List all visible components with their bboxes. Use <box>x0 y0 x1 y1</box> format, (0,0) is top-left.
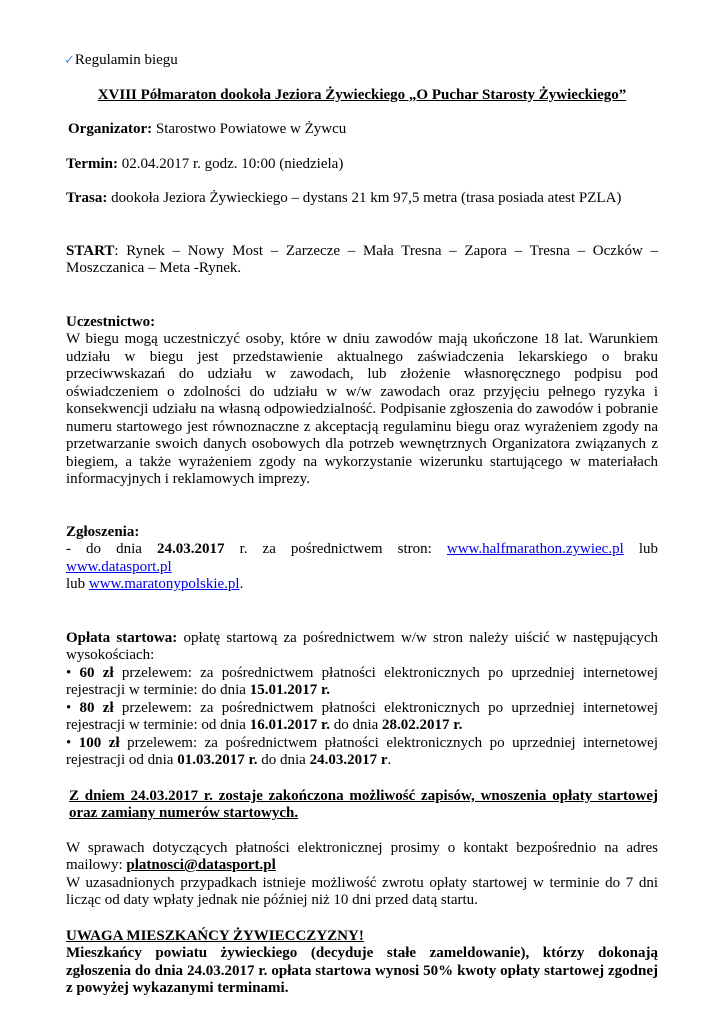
document-page <box>66 52 658 998</box>
fee-date: 24.03.2017 r <box>309 752 388 768</box>
route-line <box>66 190 658 208</box>
fee-date: 01.03.2017 r. <box>177 752 258 768</box>
fee-heading: Opłata startowa: <box>66 629 178 646</box>
term-label: Termin: <box>66 155 118 172</box>
fee-date: 16.01.2017 r. <box>249 717 330 733</box>
fee-item <box>66 665 658 700</box>
link-datasport[interactable]: www.datasport.pl <box>66 558 172 575</box>
header-line <box>64 52 658 70</box>
fee-text: przelewem: za pośrednictwem płatności elektronicznych po uprzedniej internetowej rejestracji w terminie: do dnia <box>66 664 658 698</box>
registration-or2: lub <box>66 576 89 592</box>
organizer-line <box>68 121 658 139</box>
fee-mid: do dnia <box>329 717 383 733</box>
route-label: Trasa: <box>66 190 108 206</box>
bullet: • <box>66 664 80 681</box>
term-value: 02.04.2017 r. godz. 10:00 (niedziela) <box>117 155 344 172</box>
fee-item <box>66 700 658 735</box>
fee-amount: 60 zł <box>79 664 114 681</box>
fee-amount: 80 zł <box>79 699 114 716</box>
start-value: : Rynek – Nowy Most – Zarzecze – Mała Tresna – Zapora – Tresna – Oczków – Moszczanica – Meta -Rynek. <box>66 242 658 276</box>
participation-heading: Uczestnictwo: <box>66 313 156 330</box>
fee-tail: . <box>387 752 392 768</box>
document-title: XVIII Półmaraton dookoła Jeziora Żywieckiego „O Puchar Starosty Żywieckiego” <box>97 86 627 103</box>
link-maratonypolskie[interactable]: www.maratonypolskie.pl <box>88 576 240 592</box>
payments-email[interactable]: platnosci@datasport.pl <box>126 857 276 873</box>
organizer-label: Organizator: <box>68 121 153 137</box>
header-label: Regulamin biegu <box>74 52 178 68</box>
link-halfmarathon[interactable]: www.halfmarathon.zywiec.pl <box>446 541 624 557</box>
registration-end: . <box>239 576 244 592</box>
payments-contact <box>66 840 658 875</box>
residents-heading: UWAGA MIESZKAŃCY ŻYWIECCZYZNY! <box>66 927 364 944</box>
refund-text: W uzasadnionych przypadkach istnieje możliwość zwrotu opłaty startowej w terminie do 7 dni licząc od daty wpłaty jednak nie później niż 10 dni przed datą startu. <box>66 874 658 908</box>
registration-date: 24.03.2017 <box>157 541 225 557</box>
registration-or1: lub <box>623 541 658 557</box>
fee-intro <box>66 630 658 665</box>
fee-date: 28.02.2017 r. <box>382 717 463 733</box>
route-value: dookoła Jeziora Żywieckiego – dystans 21 km 97,5 metra (trasa posiada atest PZLA) <box>107 190 622 206</box>
bullet: • <box>66 699 80 716</box>
fee-text: przelewem: za pośrednictwem płatności elektronicznych po uprzedniej internetowej rejestracji od dnia <box>66 734 658 768</box>
payments-text: W sprawach dotyczących płatności elektronicznej prosimy o kontakt bezpośrednio na adres mailowy: <box>66 839 658 873</box>
fee-intro-text: opłatę startową za pośrednictwem w/w stron należy uiścić w następujących wysokościach: <box>66 629 658 663</box>
organizer-value: Starostwo Powiatowe w Żywcu <box>152 121 347 137</box>
residents-text: Mieszkańcy powiatu żywieckiego (decyduje stałe zameldowanie), którzy dokonają zgłoszenia do dnia 24.03.2017 r. opłata startowa wynosi 50% kwoty opłaty startowej zgodnej z powyżej wykazanymi terminami. <box>66 945 658 996</box>
fee-item <box>66 735 658 770</box>
fee-amount: 100 zł <box>78 734 120 751</box>
fee-date: 15.01.2017 r. <box>249 682 330 698</box>
fee-mid: do dnia <box>257 752 310 768</box>
start-label: START <box>66 242 115 259</box>
term-line <box>66 156 658 174</box>
checkmark-icon: ✓ <box>64 53 75 68</box>
participation-text: W biegu mogą uczestniczyć osoby, które w dniu zawodów mają ukończone 18 lat. Warunkiem udziału w biegu jest przedstawienie aktualnego zaświadczenia lekarskiego o braku przeciwwskazań do udziału w zawodach, lub złożenie własnoręcznego podpisu pod oświadczeniem o zdolności do udziału w w/w zawodach oraz przyjęciu pełnego ryzyka i konsekwencji udziału na własną odpowiedzialność. Podpisanie zgłoszenia do zawodów i pobranie numeru startowego jest równoznaczne z akceptacją regulaminu biegu oraz wyrażeniem zgody na przetwarzanie swoich danych osobowych dla potrzeb wewnętrznych Organizatora związanych z biegiem, a także wyrażeniem zgody na wykorzystanie wizerunku startującego w materiałach informacyjnych i reklamowych imprezy. <box>66 331 658 487</box>
closing-notice: Z dniem 24.03.2017 r. zostaje zakończona możliwość zapisów, wnoszenia opłaty startowej oraz zamiany numerów startowych. <box>69 787 658 821</box>
registration-mid: r. za pośrednictwem stron: <box>224 541 447 557</box>
registration-pre: - do dnia <box>66 541 158 557</box>
bullet: • <box>66 734 79 751</box>
start-line <box>66 243 658 278</box>
fee-text: przelewem: za pośrednictwem płatności elektronicznych po uprzedniej internetowej rejestracji w terminie: od dnia <box>66 699 658 733</box>
registration-heading: Zgłoszenia: <box>66 523 140 540</box>
registration-text <box>66 541 658 594</box>
